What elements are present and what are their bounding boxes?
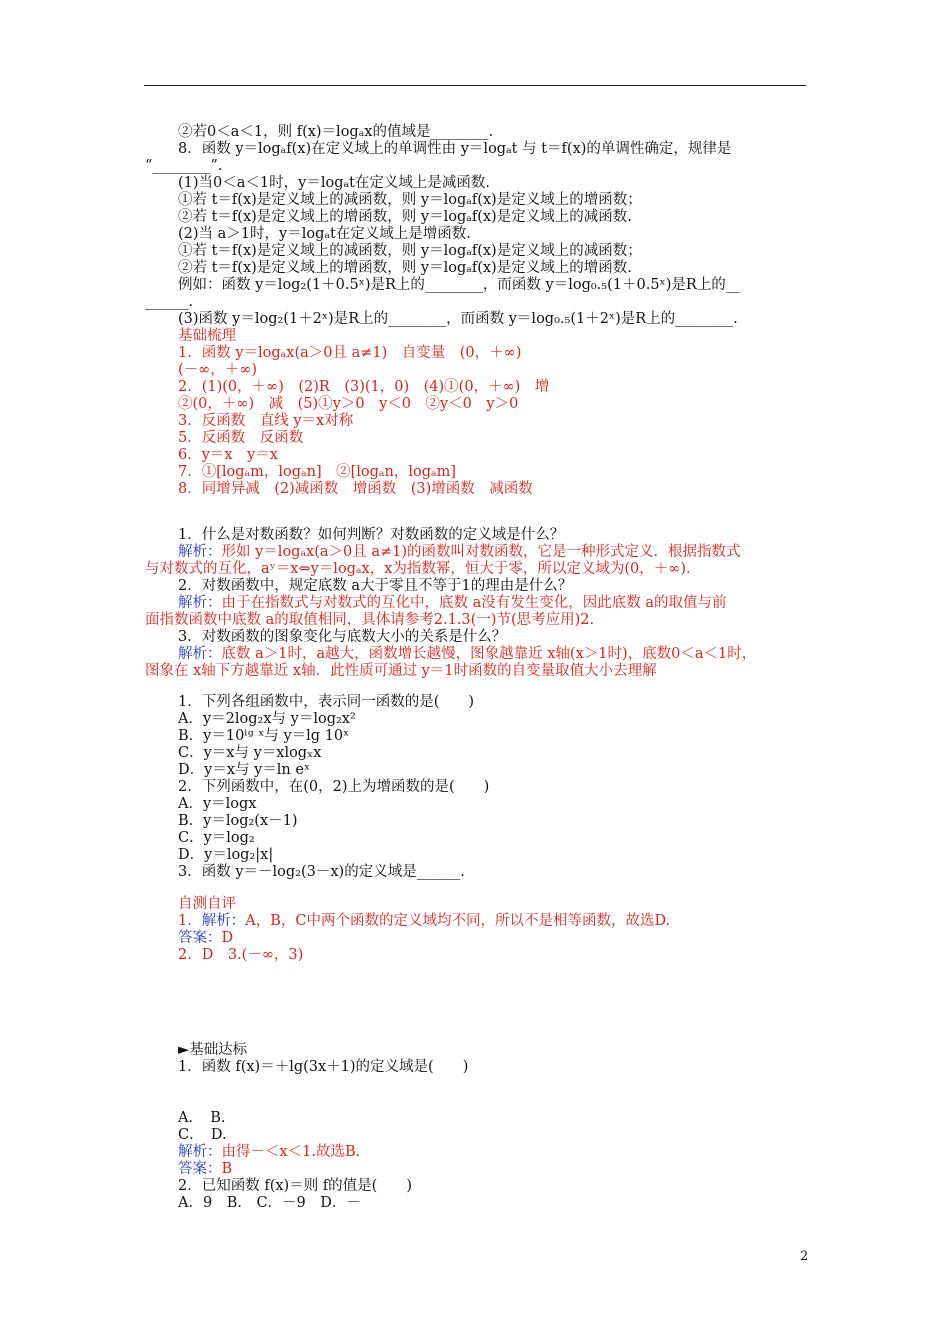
- item-number: 1．: [178, 913, 202, 929]
- question-2: 2．对数函数中，规定底数 a大于零且不等于1的理由是什么？: [178, 578, 573, 594]
- drill-solution: [178, 1144, 360, 1161]
- answer-line: 8．同增异减 (2)减函数 增函数 (3)增函数 减函数: [178, 481, 533, 497]
- text-line: ①若 t＝f(x)是定义域上的减函数，则 y＝logₐf(x)是定义域上的增函数；: [178, 192, 642, 208]
- solution-text: A，B，C中两个函数的定义域均不同，所以不是相等函数，故选D.: [245, 913, 671, 929]
- answer-label: 答案：: [178, 1161, 222, 1177]
- selftest-line: 1．下列各组函数中，表示同一函数的是( ): [178, 694, 475, 710]
- answer-line: (－∞，＋∞): [178, 362, 257, 378]
- answer-line: 2．(1)(0，＋∞) (2)R (3)(1，0) (4)①(0，＋∞) 增: [178, 379, 550, 395]
- selftest-line: C．y＝x与 y＝xlogₓx: [178, 745, 322, 761]
- header-rule: [144, 85, 806, 86]
- selfcheck-solution: [178, 913, 670, 930]
- selftest-line: D．y＝x与 y＝ln eˣ: [178, 762, 311, 778]
- text-line: “________”.: [145, 158, 223, 174]
- selftest-line: B．y＝log₂(x－1): [178, 813, 298, 829]
- drill-answer: [178, 1161, 232, 1178]
- solution-text: 由得－＜x＜1.故选B.: [221, 1144, 361, 1160]
- page-number: 2: [800, 1249, 809, 1264]
- solution-label: 解析：: [178, 544, 222, 560]
- drill-options: A．9 B. C．－9 D．－: [178, 1195, 361, 1211]
- text-line: ______.: [145, 294, 194, 310]
- selftest-line: D．y＝log₂|x|: [178, 847, 274, 863]
- selftest-line: B．y＝10ˡᵍ ˣ与 y＝lg 10ˣ: [178, 728, 350, 744]
- text-line: ①若 t＝f(x)是定义域上的减函数，则 y＝logₐf(x)是定义域上的减函数；: [178, 243, 642, 259]
- selfcheck-answer: [178, 930, 233, 947]
- answer-line: ②(0，＋∞) 减 (5)①y＞0 y＜0 ②y＜0 y＞0: [178, 396, 519, 412]
- answer-line: 7．①[logₐm，logₐn] ②[logₐn，logₐm]: [178, 464, 456, 480]
- answer-line: 3．反函数 直线 y＝x对称: [178, 413, 354, 429]
- selftest-line: 2．下列函数中，在(0，2)上为增函数的是( ): [178, 779, 490, 795]
- text-line: 8．函数 y＝logₐf(x)在定义域上的单调性由 y＝logₐt 与 t＝f(x)的单调性确定，规律是: [178, 141, 732, 157]
- selfcheck-line: 2．D 3.(－∞，3): [178, 947, 304, 963]
- solution-3-line1: [178, 646, 756, 663]
- text-line: 例如：函数 y＝log₂(1＋0.5ˣ)是R上的________，而函数 y＝log₀.₅(1＋0.5ˣ)是R上的__: [178, 277, 741, 293]
- section-title: ►基础达标: [178, 1042, 248, 1058]
- answer-line: 1．函数 y＝logₐx(a＞0且 a≠1) 自变量 (0，＋∞): [178, 345, 522, 361]
- solution-2-line2: 面指数函数中底数 a的取值相同，具体请参考2.1.3(一)节(思考应用)2.: [145, 612, 595, 628]
- text-line: (1)当0＜a＜1时，y＝logₐt在定义域上是减函数.: [178, 175, 491, 191]
- solution-1-line2: 与对数式的互化，aʸ＝x⇔y＝logₐx，x为指数幂，恒大于零，所以定义域为(0，＋∞).: [145, 561, 691, 577]
- answer-label: 答案：: [178, 930, 222, 946]
- solution-label: 解析：: [178, 595, 222, 611]
- text-line: (3)函数 y＝log₂(1＋2ˣ)是R上的________，而函数 y＝log₀.₅(1＋2ˣ)是R上的________.: [178, 311, 738, 327]
- answer-line: 5．反函数 反函数: [178, 430, 304, 446]
- solution-1-line1: [178, 544, 741, 561]
- answer-line: 6．y＝x y＝x: [178, 447, 278, 463]
- answer-value: B: [221, 1161, 233, 1177]
- drill-options: A． B.: [178, 1110, 226, 1126]
- answer-value: D: [221, 930, 234, 946]
- selftest-line: C．y＝log₂: [178, 830, 255, 846]
- solution-3-line2: 图象在 x轴下方越靠近 x轴．此性质可通过 y＝1时函数的自变量取值大小去理解: [145, 663, 657, 679]
- question-1: 1．什么是对数函数？如何判断？对数函数的定义域是什么？: [178, 527, 565, 543]
- solution-label: 解析：: [201, 913, 246, 929]
- solution-text: 底数 a＞1时，a越大，函数增长越慢，图象越靠近 x轴(x＞1时)，底数0＜a＜1时，: [221, 646, 757, 662]
- text-line: ②若0＜a＜1，则 f(x)＝logₐx的值域是________.: [178, 124, 494, 140]
- text-line: ②若 t＝f(x)是定义域上的增函数，则 y＝logₐf(x)是定义域上的增函数.: [178, 260, 632, 276]
- solution-text: 由于在指数式与对数式的互化中，底数 a没有发生变化，因此底数 a的取值与前: [221, 595, 727, 611]
- drill-options: C． D.: [178, 1127, 227, 1143]
- selftest-line: A．y＝2log₂x与 y＝log₂x²: [178, 711, 356, 727]
- solution-2-line1: [178, 595, 727, 612]
- drill-question-1: 1．函数 f(x)＝＋lg(3x＋1)的定义域是( ): [178, 1059, 469, 1075]
- solution-label: 解析：: [178, 646, 222, 662]
- text-line: ②若 t＝f(x)是定义域上的增函数，则 y＝logₐf(x)是定义域上的减函数.: [178, 209, 632, 225]
- solution-text: 形如 y＝logₐx(a＞0且 a≠1)的函数叫对数函数，它是一种形式定义．根据指数式: [221, 544, 741, 560]
- selftest-line: 3．函数 y＝－log₂(3－x)的定义域是______.: [178, 864, 465, 880]
- section-title: 自测自评: [178, 896, 236, 912]
- question-3: 3．对数函数的图象变化与底数大小的关系是什么？: [178, 629, 507, 645]
- drill-question-2: 2．已知函数 f(x)＝则 f的值是( ): [178, 1178, 412, 1194]
- solution-label: 解析：: [178, 1144, 222, 1160]
- selftest-line: A．y＝logx: [178, 796, 257, 812]
- section-title: 基础梳理: [178, 328, 236, 344]
- text-line: (2)当 a＞1时，y＝logₐt在定义域上是增函数.: [178, 226, 471, 242]
